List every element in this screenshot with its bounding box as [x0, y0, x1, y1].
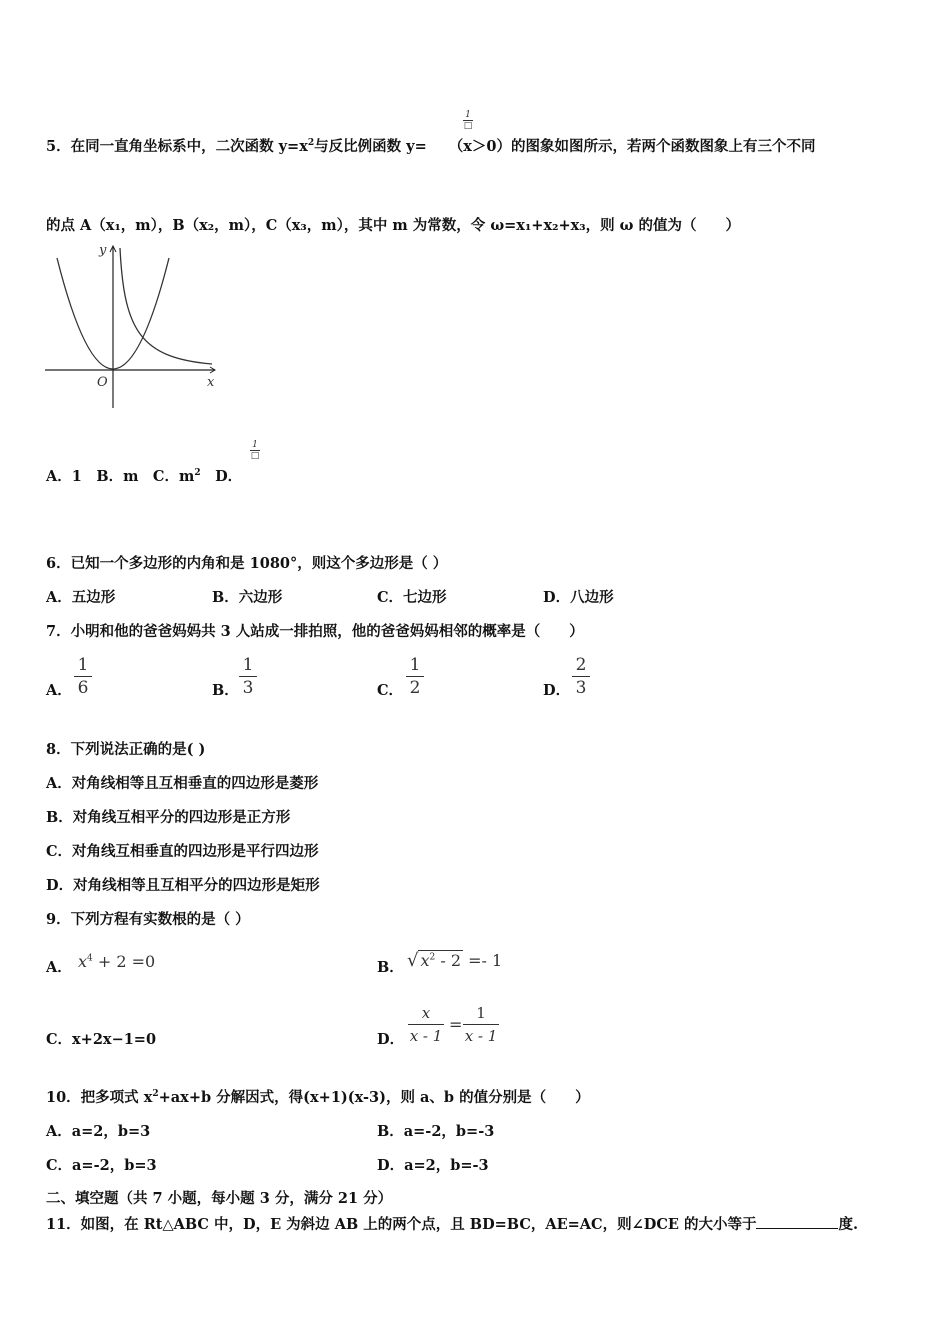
- graph-origin-label: O: [97, 375, 108, 390]
- q10-option-a: A．a=2，b=3: [46, 1123, 151, 1140]
- q9-d-equals: [449, 1015, 462, 1034]
- q9-d-den1: x - 1: [409, 1027, 443, 1045]
- q5-tiny-fraction: [463, 110, 473, 131]
- section2-title: 二、填空题（共 7 小题，每小题 3 分，满分 21 分）: [46, 1190, 393, 1207]
- q7-b-num: 1: [242, 655, 254, 675]
- q9-label-c: C．x+2x−1=0: [46, 1031, 157, 1048]
- q5-options: [46, 465, 242, 486]
- q7-d-den: 3: [575, 678, 587, 698]
- q10-option-d: D．a=2，b=-3: [377, 1157, 489, 1174]
- q5-d-num: 1: [252, 440, 258, 450]
- q9-d-eq-sign: =: [449, 1015, 463, 1034]
- q7-stem: 7．小明和他的爸爸妈妈共 3 人站成一排拍照，他的爸爸妈妈相邻的概率是（ ）: [46, 623, 584, 640]
- q9-d-fraction-left: [408, 1002, 444, 1047]
- q7-a-num: 1: [77, 655, 89, 675]
- q11-stem-text: 11．如图，在 Rt△ABC 中，D，E 为斜边 AB 上的两个点，且 BD=BC，AE=AC，则∠DCE 的大小等于: [46, 1216, 757, 1233]
- q9-a-rest: + 2 =0: [97, 952, 156, 971]
- q6-option-a: A．五边形: [46, 589, 116, 606]
- q9-label-d: D．: [377, 1031, 405, 1048]
- q10-stem-part-a: 10．把多项式 x: [46, 1089, 153, 1106]
- q8-option-c: C．对角线互相垂直的四边形是平行四边形: [46, 843, 319, 860]
- q9-label-a: A．: [46, 959, 72, 976]
- q7-c-num: 1: [409, 655, 421, 675]
- q8-option-a: A．对角线相等且互相垂直的四边形是菱形: [46, 775, 319, 792]
- q5-line1-part-c: （x＞0）的图象如图所示，若两个函数图象上有三个不同: [448, 138, 816, 155]
- q7-label-c: C．: [377, 682, 404, 699]
- q11-answer-blank[interactable]: [756, 1228, 838, 1229]
- q10-option-b: B．a=-2，b=-3: [377, 1123, 495, 1140]
- q10-stem-sup: 2: [152, 1089, 159, 1100]
- q11-stem-tail: 度.: [838, 1216, 859, 1233]
- q9-equation-b: [407, 950, 502, 971]
- q6-option-b: B．六边形: [212, 589, 283, 606]
- q9-d-num2: 1: [476, 1004, 486, 1022]
- q7-b-den: 3: [242, 678, 254, 698]
- q7-fraction-c: [406, 654, 424, 699]
- q9-d-fraction-right: [463, 1002, 499, 1047]
- graph-x-label: x: [207, 375, 215, 390]
- q8-option-d: D．对角线相等且互相平分的四边形是矩形: [46, 877, 320, 894]
- graph-y-label: y: [99, 243, 107, 258]
- q9-equation-a: [78, 952, 155, 971]
- q9-b-rest: - 2: [440, 951, 462, 970]
- q9-b-x: x: [420, 951, 430, 970]
- q9-b-rhs: =- 1: [468, 951, 503, 970]
- q5-option-d-fraction: [250, 440, 260, 461]
- hyperbola-curve: [120, 248, 212, 364]
- q5-options-sup: 2: [194, 468, 201, 479]
- q5-line1-part-a: 5．在同一直角坐标系中，二次函数 y=x: [46, 138, 308, 155]
- q5-d-den: □: [250, 451, 260, 461]
- q5-option-d: D．: [215, 468, 243, 485]
- q9-a-x: x: [78, 952, 88, 971]
- q6-option-d: D．八边形: [543, 589, 614, 606]
- q8-stem: 8．下列说法正确的是( ): [46, 741, 206, 758]
- q9-b-sup: 2: [429, 952, 436, 963]
- q6-option-c: C．七边形: [377, 589, 447, 606]
- q9-d-den2: x - 1: [464, 1027, 498, 1045]
- q7-a-den: 6: [77, 678, 89, 698]
- q5-tiny-num: 1: [465, 110, 471, 120]
- q7-c-den: 2: [409, 678, 421, 698]
- q9-d-num1: x: [421, 1004, 431, 1022]
- q5-line2: 的点 A（x₁，m），B（x₂，m），C（x₃，m），其中 m 为常数，令 ω=x₁+x₂+x₃，则 ω 的值为（ ）: [46, 217, 740, 234]
- q7-d-num: 2: [575, 655, 587, 675]
- q6-stem: 6．已知一个多边形的内角和是 1080°，则这个多边形是（ ）: [46, 555, 448, 572]
- q7-label-a: A．: [46, 682, 72, 699]
- q9-label-b: B．: [377, 959, 404, 976]
- q9-a-sup: 4: [87, 953, 93, 964]
- q7-label-b: B．: [212, 682, 239, 699]
- q10-stem: [46, 1086, 590, 1107]
- q9-stem: 9．下列方程有实数根的是（ ）: [46, 911, 250, 928]
- q11-stem: [46, 1213, 858, 1234]
- q5-line1-part-b: 与反比例函数 y=: [314, 138, 427, 155]
- q5-line1: [46, 135, 815, 156]
- q5-options-abc: A．1 B．m C．m: [46, 468, 195, 485]
- q10-option-c: C．a=-2，b=3: [46, 1157, 157, 1174]
- q5-line1-sup: 2: [307, 138, 315, 149]
- sqrt-symbol-icon: √: [407, 950, 419, 971]
- q8-option-b: B．对角线互相平分的四边形是正方形: [46, 809, 291, 826]
- q5-tiny-den: □: [463, 121, 473, 131]
- q7-fraction-d: [572, 654, 590, 699]
- q10-stem-part-b: +ax+b 分解因式，得(x+1)(x-3)，则 a、b 的值分别是（ ）: [158, 1089, 590, 1106]
- q9-b-radicand: [418, 950, 463, 970]
- q5-function-graph: [40, 240, 225, 412]
- q7-fraction-b: [239, 654, 257, 699]
- q7-label-d: D．: [543, 682, 571, 699]
- q7-fraction-a: [74, 654, 92, 699]
